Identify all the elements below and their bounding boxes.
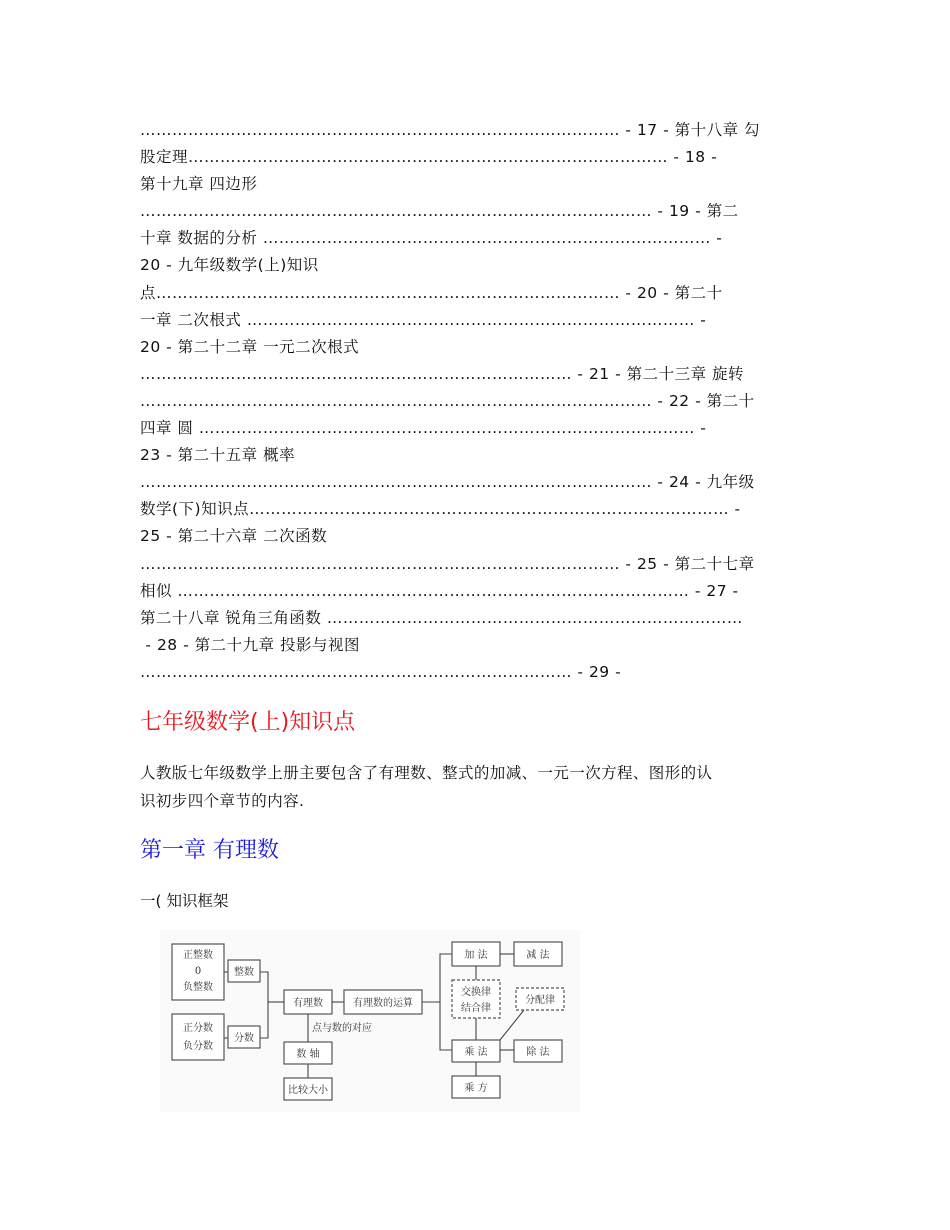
negative-fraction-label: 负分数: [183, 1041, 213, 1052]
associative-label: 结合律: [461, 1003, 491, 1014]
toc-line: ……………………………………………………………………………… - 17 - 第十八章 勾: [140, 121, 761, 139]
subheading: 一( 知识框架: [140, 892, 229, 910]
toc-line: - 28 - 第二十九章 投影与视图: [140, 635, 361, 654]
toc-line: ……………………………………………………………………… - 29 -: [140, 662, 622, 681]
negative-integer-label: 负整数: [183, 982, 213, 993]
intro-line: 识初步四个章节的内容.: [140, 791, 305, 810]
zero-label: 0: [194, 966, 202, 977]
connector: [260, 972, 268, 1038]
fraction-label: 分数: [234, 1033, 254, 1044]
toc-line: ……………………………………………………………………… - 21 - 第二十三章 旋转: [140, 364, 745, 383]
connector: [440, 954, 452, 1050]
commutative-label: 交换律: [461, 987, 491, 998]
power-label: 乘 方: [464, 1083, 488, 1094]
addition-label: 加 法: [464, 950, 488, 961]
compare-label: 比较大小: [288, 1085, 328, 1096]
toc-line: 第十九章 四边形: [140, 175, 258, 194]
section-title: 七年级数学(上)知识点: [140, 710, 356, 735]
intro-paragraph: [140, 760, 820, 815]
positive-fraction-label: 正分数: [183, 1023, 213, 1034]
chapter-title: 第一章 有理数: [140, 838, 279, 863]
toc-line: 股定理……………………………………………………………………………… - 18 -: [140, 148, 718, 167]
correspondence-label: 点与数的对应: [312, 1023, 372, 1034]
multiplication-label: 乘 法: [464, 1047, 488, 1058]
toc-line: 25 - 第二十六章 二次函数: [140, 527, 328, 546]
toc-line: …………………………………………………………………………………… - 19 - 第二: [140, 202, 739, 221]
operations-label: 有理数的运算: [353, 998, 413, 1009]
toc-line: 相似 …………………………………………………………………………………… - 27 -: [140, 581, 739, 600]
number-line-label: 数 轴: [296, 1049, 320, 1060]
toc-line: 数学(下)知识点……………………………………………………………………………… -: [140, 500, 741, 519]
positive-negative-fraction-box: [172, 1014, 224, 1060]
intro-line: 人教版七年级数学上册主要包含了有理数、整式的加减、一元一次方程、图形的认: [140, 764, 713, 782]
toc-line: 20 - 第二十二章 一元二次根式: [140, 337, 360, 356]
table-of-contents: [140, 117, 820, 686]
distributive-label: 分配律: [525, 995, 555, 1006]
positive-integer-label: 正整数: [183, 950, 213, 961]
toc-line: 一章 二次根式 ………………………………………………………………………… -: [140, 310, 707, 329]
toc-line: …………………………………………………………………………………… - 24 - 九年级: [140, 473, 755, 492]
toc-line: …………………………………………………………………………………… - 22 - 第二十: [140, 391, 755, 410]
toc-line: 第二十八章 锐角三角函数 ……………………………………………………………………: [140, 608, 743, 627]
rational-number-label: 有理数: [293, 998, 323, 1009]
integer-label: 整数: [234, 967, 254, 978]
toc-line: 20 - 九年级数学(上)知识: [140, 256, 319, 275]
toc-line: 十章 数据的分析 ………………………………………………………………………… -: [140, 229, 723, 248]
toc-line: 点…………………………………………………………………………… - 20 - 第二十: [140, 283, 723, 302]
toc-line: 23 - 第二十五章 概率: [140, 446, 296, 465]
toc-line: 四章 圆 ………………………………………………………………………………… -: [140, 419, 707, 438]
subtraction-label: 减 法: [526, 950, 550, 961]
toc-line: ……………………………………………………………………………… - 25 - 第二十七章: [140, 554, 755, 573]
knowledge-framework-diagram: [160, 930, 580, 1112]
division-label: 除 法: [526, 1047, 550, 1058]
connector: [500, 1010, 524, 1040]
